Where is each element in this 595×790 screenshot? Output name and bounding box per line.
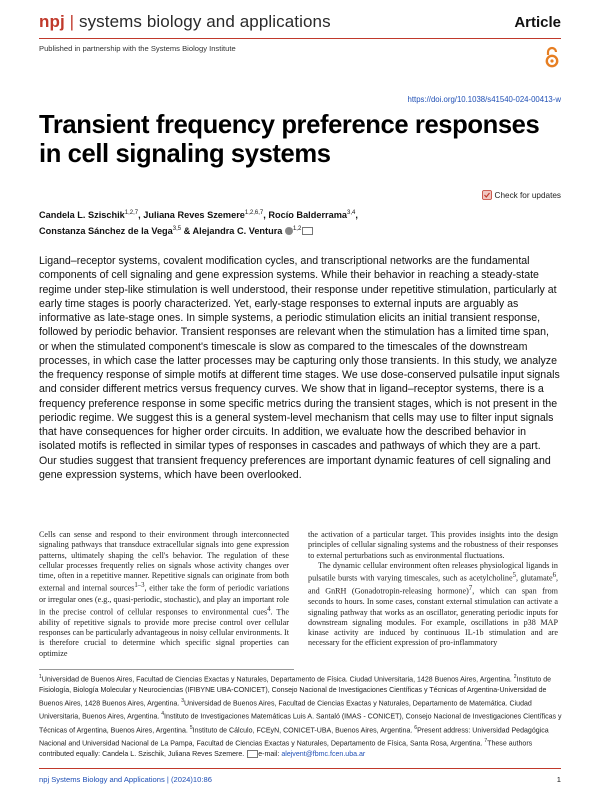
author-list bbox=[39, 207, 539, 238]
affiliation-number: 1 bbox=[39, 674, 42, 680]
affiliation-sup: 1,2,6,7 bbox=[244, 210, 264, 216]
check-for-updates-button[interactable] bbox=[482, 190, 561, 200]
body-text: , glutamate bbox=[515, 573, 553, 583]
affiliation-number: 5 bbox=[189, 724, 193, 731]
body-column-left bbox=[39, 530, 289, 659]
author-name: Rocío Balderrama bbox=[268, 210, 347, 221]
email-icon bbox=[247, 750, 258, 758]
page-number: 1 bbox=[556, 775, 561, 784]
author-separator: , bbox=[138, 210, 144, 221]
header-rule bbox=[39, 38, 561, 39]
check-for-updates-label: Check for updates bbox=[494, 190, 561, 200]
affiliation-number: 6 bbox=[414, 724, 418, 731]
doi-link[interactable]: https://doi.org/10.1038/s41540-024-00413-w bbox=[407, 95, 561, 104]
email-icon[interactable] bbox=[302, 227, 313, 235]
affiliation-text: These authors contributed equally: Candela L. Szischik, Juliana Reves Szemere. bbox=[39, 740, 533, 758]
affiliation-sup: 1,2 bbox=[292, 225, 302, 232]
body-paragraph bbox=[308, 561, 558, 649]
affiliations-footnote bbox=[39, 672, 562, 760]
author-name: Juliana Reves Szemere bbox=[143, 210, 245, 221]
open-access-lock-icon[interactable] bbox=[544, 46, 560, 68]
author-separator: , bbox=[355, 210, 358, 221]
article-title: Transient frequency preference responses in cell signaling systems bbox=[39, 111, 540, 168]
reference-citation[interactable]: 1–3 bbox=[134, 582, 145, 590]
affiliation-sup: 3,4 bbox=[347, 210, 356, 216]
article-type-label: Article bbox=[514, 14, 561, 31]
body-text: , which can span from seconds to hours. In some cases, constant external stimulation can activate a signaling pathway that works as an oscillator, generating periodic inputs for downstream signaling modules. For example, oscillations in p38 MAP kinase activity are induced by continuous IL-1b stimulation and are necessary for the efficient expression of pro-inflammatory bbox=[308, 586, 558, 648]
email-link[interactable]: alejvent@fbmc.fcen.uba.ar bbox=[281, 750, 366, 758]
footer-rule bbox=[39, 768, 561, 769]
body-paragraph: the activation of a particular target. This provides insights into the design principles of cellular signaling systems and the robustness of their responses to external perturbations such as environmental fluctuations. bbox=[308, 530, 558, 560]
reference-citation[interactable]: 6 bbox=[552, 572, 556, 580]
body-text: Cells can sense and respond to their environment through interconnected signaling pathways that transduce extracellular signals into gene expression patterns, ultimately shaping the cell's behavior. The regulation of these cellular processes frequently relies on signals whose activity changes over time, often in a repetitive manner. Repetitive signals can originate from both external and internal sources bbox=[39, 530, 289, 594]
orcid-icon[interactable] bbox=[285, 227, 293, 235]
affiliation-number: 7 bbox=[484, 738, 488, 745]
journal-prefix: npj bbox=[39, 12, 65, 31]
affiliation-number: 3 bbox=[181, 697, 184, 704]
author-ampersand: & bbox=[181, 225, 193, 236]
journal-name: systems biology and applications bbox=[78, 12, 331, 31]
affiliation-text: Instituto de Cálculo, FCEyN, CONICET-UBA, Buenos Aires, Argentina. bbox=[192, 727, 415, 735]
reference-citation[interactable]: 4 bbox=[267, 605, 271, 613]
body-text: , and GnRH (Gonadotropin-releasing hormone) bbox=[308, 573, 558, 596]
affiliation-text: Instituto de Fisiología, Biología Molecular y Neurociencias (IFIBYNE UBA-CONICET), Consejo Nacional de Investigaciones Científicas y Técnicas of Argentina-Universidad de Buenos Aires, 1428 Buenos Aires, Argentina. bbox=[39, 676, 552, 708]
affiliation-sup: 1,2,7 bbox=[124, 210, 139, 216]
journal-separator: | bbox=[69, 12, 75, 31]
body-text: , either take the form of periodic variations or irregular ones (e.g., quasi-periodic, stochastic), and play an important role in the precise control of cellular responses to environmental cues bbox=[39, 584, 289, 617]
author-name: Candela L. Szischik bbox=[39, 210, 125, 221]
reference-citation[interactable]: 5 bbox=[512, 572, 516, 580]
affiliation-text: Present address: Universidad Pedagógica Nacional and Universidad Nacional de La Pampa, Facultad de Ciencias Exactas y Naturales, Departamento de Física, Santa Rosa, Argentina. bbox=[39, 727, 549, 748]
abstract: Ligand–receptor systems, covalent modification cycles, and transcriptional networks are the fundamental components of cell signaling and gene expression systems. While their behavior in reaching a steady-state regime under step-like stimulation is well understood, their response under repetitive stimulation, particularly at early time stages is poorly characterized. Yet, early-stage responses to external inputs are arguably as informative as late-stage ones. In simple systems, a periodic stimulation elicits an initial transient response, followed by periodic behavior. Transient responses are relevant when the stimulation has a limited time span, or when the stimulated component's timescale is slow as compared to the timescales of the downstream processes, in which case the latter processes may be capturing only those transients. In this study, we analyze the frequency response of simple motifs at different time stages. We use dose-conserved pulsatile input signals and consider different metrics versus frequency curves. We show that in ligand–receptor systems, there is a frequency preference response in some specific metrics during the transient stages, which is not present in the periodic regime. We suggest this is a general system-level mechanism that cells may use to filter input signals that have consequences for higher order circuits. In addition, we evaluate how the described behavior in isolated motifs is reflected in similar types of responses in cascades and pathways of which they are a part. Our studies suggest that transient frequency preferences are important dynamic features of cell signaling and gene expression systems, which have been overlooked. bbox=[39, 255, 560, 481]
affiliation-number: 4 bbox=[161, 711, 164, 718]
author-name: Constanza Sánchez de la Vega bbox=[39, 225, 173, 236]
author-name: Alejandra C. Ventura bbox=[192, 225, 283, 236]
affiliation-text: Universidad de Buenos Aires, Facultad de Ciencias Exactas y Naturales, Departamento de Matemática. Ciudad Universitaria, Buenos Aires, Argentina. bbox=[39, 700, 532, 721]
journal-header bbox=[39, 12, 331, 32]
footnote-rule bbox=[39, 669, 294, 670]
author-separator: , bbox=[263, 210, 269, 221]
reference-citation[interactable]: 7 bbox=[468, 585, 473, 593]
body-text: The dynamic cellular environment often releases physiological ligands in pulsatile bursts with varying timescales, such as acetylcholine bbox=[308, 560, 558, 583]
affiliation-sup: 3,5 bbox=[172, 225, 182, 232]
affiliation-text: Universidad de Buenos Aires, Facultad de Ciencias Exactas y Naturales, Departamento de Física. Ciudad Universitaria, 1428 Buenos Aires, Argentina. bbox=[41, 676, 514, 684]
partnership-text: Published in partnership with the Systems Biology Institute bbox=[39, 44, 236, 53]
body-column-right bbox=[308, 530, 558, 649]
footer-citation[interactable]: npj Systems Biology and Applications | (2024)10:86 bbox=[39, 775, 212, 784]
check-for-updates-icon bbox=[482, 190, 492, 200]
affiliation-text: Instituto de Investigaciones Matemáticas Luis A. Santaló (IMAS - CONICET), Consejo Nacional de Investigaciones Científicas y Técnicas of Argentina, Buenos Aires, Argentina. bbox=[39, 713, 562, 735]
affiliation-number: 2 bbox=[513, 674, 517, 680]
body-text: . The ability of repetitive signals to provide more precise control over cellular responses can be particularly advantageous in noisy cellular environments. It is therefore crucial to determine which specific signal properties can optimize bbox=[39, 607, 289, 658]
email-label: e-mail: bbox=[258, 750, 282, 758]
